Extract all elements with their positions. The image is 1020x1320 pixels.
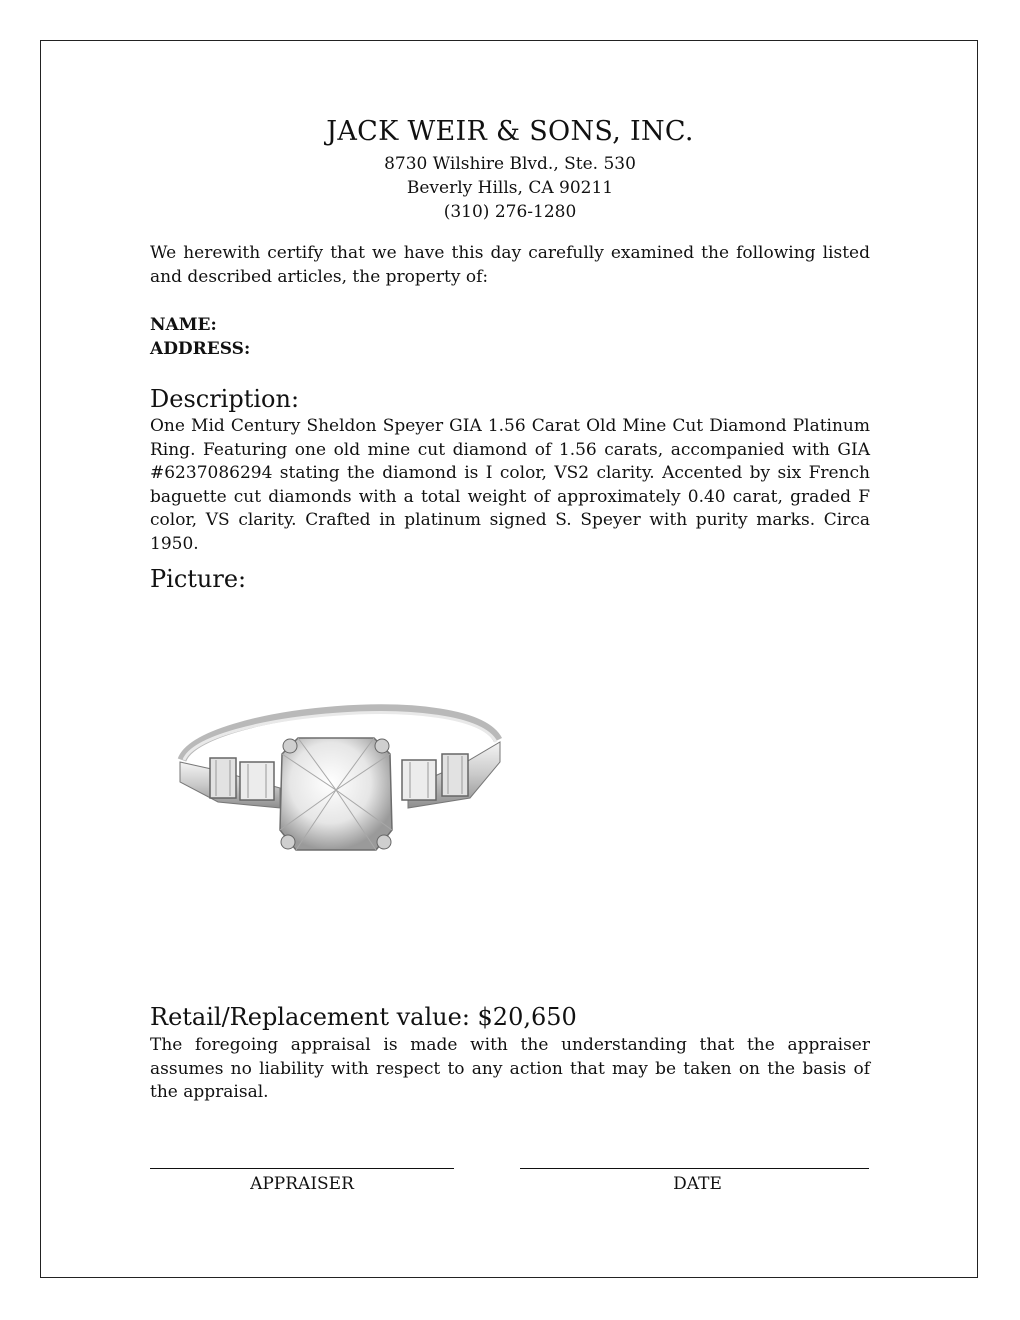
description-heading: Description: (150, 385, 300, 413)
ring-illustration (170, 690, 510, 865)
certify-statement (150, 242, 870, 289)
phone-number: (310) 276-1280 (443, 202, 577, 222)
address-label: ADDRESS: (150, 339, 251, 359)
disclaimer-text: The foregoing appraisal is made with the understanding that the appraiser assumes no liability with respect to any action that may be taken on the basis of the appraisal. (150, 1035, 870, 1102)
appraiser-signature-line (150, 1168, 454, 1169)
valuation-heading: Retail/Replacement value: $20,650 (150, 1003, 577, 1031)
date-label: DATE (673, 1174, 722, 1194)
letterhead (0, 112, 1020, 224)
picture-section (150, 564, 870, 594)
company-name: JACK WEIR & SONS, INC. (326, 116, 694, 147)
ring-photo (170, 690, 510, 865)
address-line-2: Beverly Hills, CA 90211 (406, 178, 614, 198)
appraiser-label: APPRAISER (250, 1174, 354, 1194)
picture-heading: Picture: (150, 565, 247, 593)
name-label: NAME: (150, 315, 217, 335)
description-section (150, 384, 870, 556)
valuation-section (150, 1002, 870, 1105)
address-line-1: 8730 Wilshire Blvd., Ste. 530 (384, 154, 636, 174)
owner-fields (150, 313, 870, 361)
date-signature-line (520, 1168, 869, 1169)
description-text: One Mid Century Sheldon Speyer GIA 1.56 Carat Old Mine Cut Diamond Platinum Ring. Featuring one old mine cut diamond of 1.56 carats, accompanied with GIA #6237086294 stating the diamond is I color, VS2 clarity. Accented by six French baguette cut diamonds with a total weight of approximately 0.40 carat, graded F color, VS clarity. Crafted in platinum signed S. Speyer with purity marks. Circa 1950. (150, 416, 870, 554)
certify-text: We herewith certify that we have this day carefully examined the following listed and described articles, the property of: (150, 243, 870, 287)
